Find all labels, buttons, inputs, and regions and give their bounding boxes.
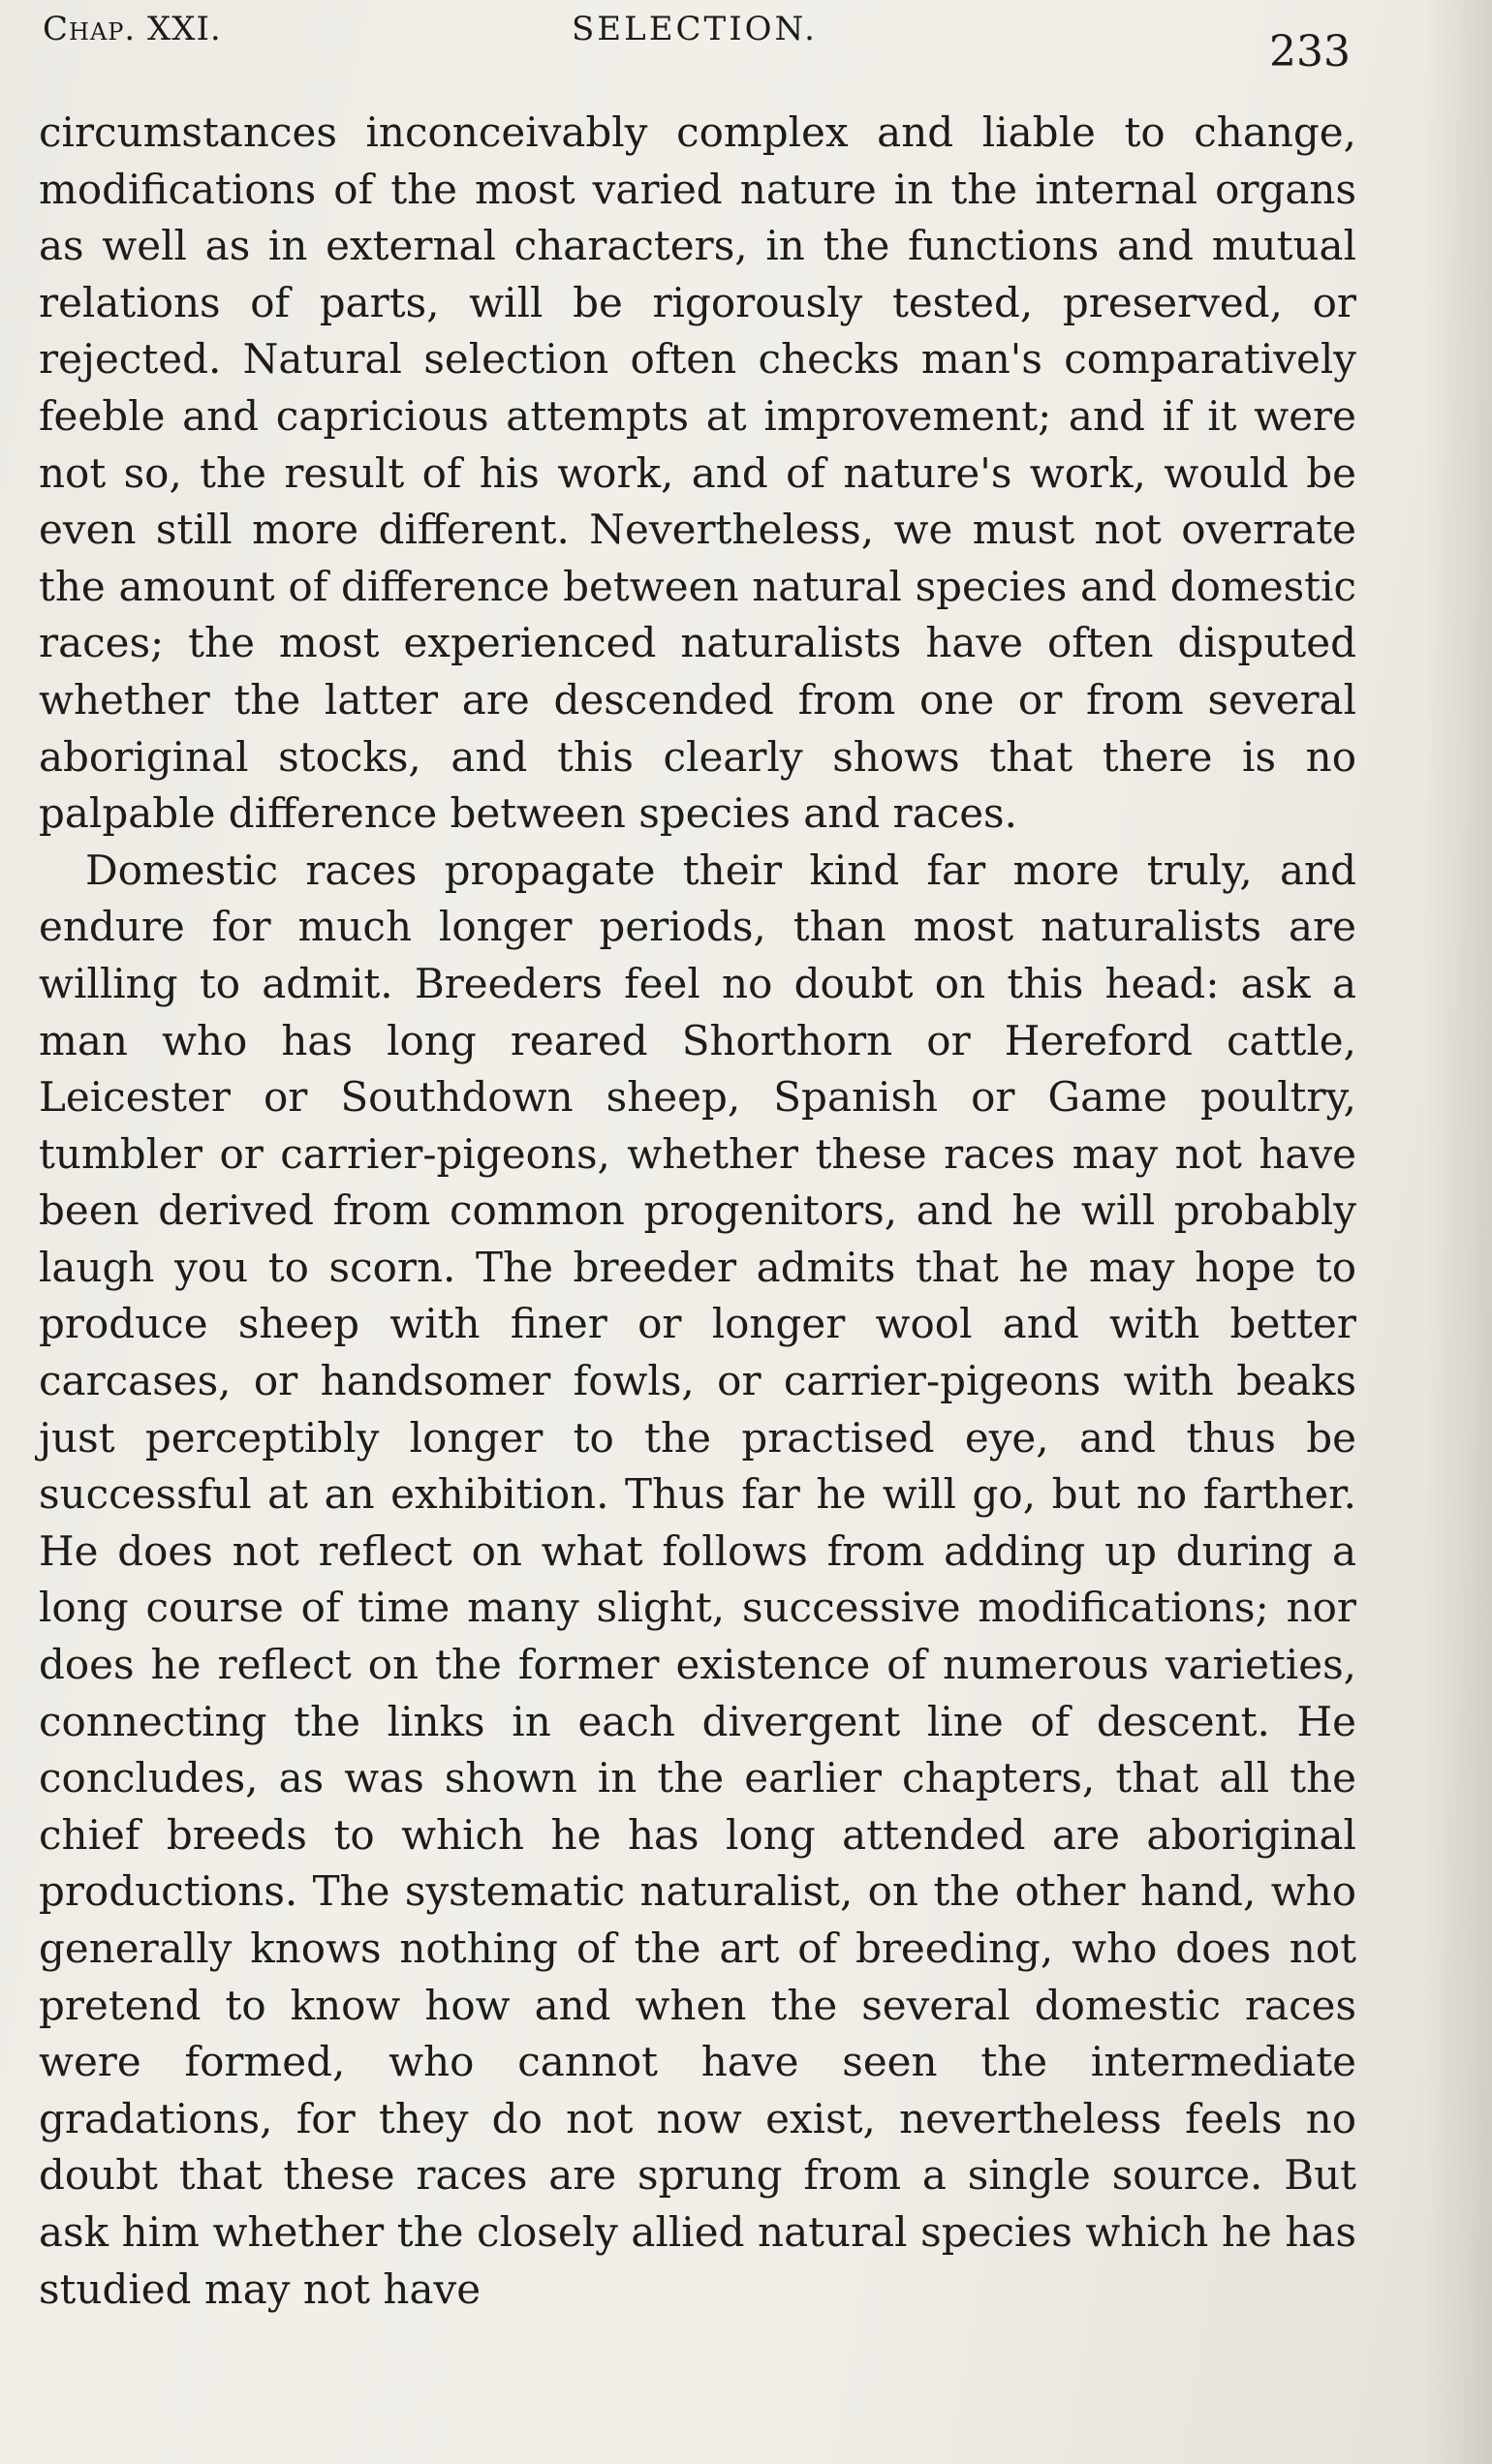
chapter-label: Chap. XXI.: [43, 10, 222, 48]
running-head: [0, 0, 1492, 107]
paragraph-continued: circumstances inconceivably complex and liable to change, modifications of the most varied nature in the internal organs as well as in external characters, in the functions and mutual relations of parts, will be rigorously tested, preserved, or rejected. Natural selection often checks man's comparatively feeble and capricious attempts at improvement; and if it were not so, the result of his work, and of nature's work, would be even still more different. Nevertheless, we must not overrate the amount of difference between natural species and domestic races; the most experienced naturalists have often disputed whether the latter are descended from one or from several aboriginal stocks, and this clearly shows that there is no palpable difference between species and races.: [39, 108, 1356, 838]
page-number: 233: [1269, 27, 1351, 77]
body-text: [39, 105, 1356, 2318]
section-title: SELECTION.: [572, 10, 818, 48]
paragraph-domestic-races: Domestic races propagate their kind far more truly, and endure for much longer periods, than most naturalists are willing to admit. Breeders feel no doubt on this head: ask a man who has long reared Shorthorn or Hereford cattle, Leicester or Southdown sheep, Spanish or Game poultry, tumbler or carrier-pigeons, whether these races may not have been derived from common progenitors, and he will probably laugh you to scorn. The breeder admits that he may hope to produce sheep with finer or longer wool and with better carcases, or handsomer fowls, or carrier-pigeons with beaks just perceptibly longer to the practised eye, and thus be successful at an exhibition. Thus far he will go, but no farther. He does not reflect on what follows from adding up during a long course of time many slight, successive modifications; nor does he reflect on the former existence of numerous varieties, connecting the links in each divergent line of descent. He concludes, as was shown in the earlier chapters, that all the chief breeds to which he has long attended are aboriginal productions. The systematic naturalist, on the other hand, who generally knows nothing of the art of breeding, who does not pretend to know how and when the several domestic races were formed, who cannot have seen the intermediate gradations, for they do not now exist, nevertheless feels no doubt that these races are sprung from a single source. But ask him whether the closely allied natural species which he has studied may not have: [39, 846, 1356, 2313]
